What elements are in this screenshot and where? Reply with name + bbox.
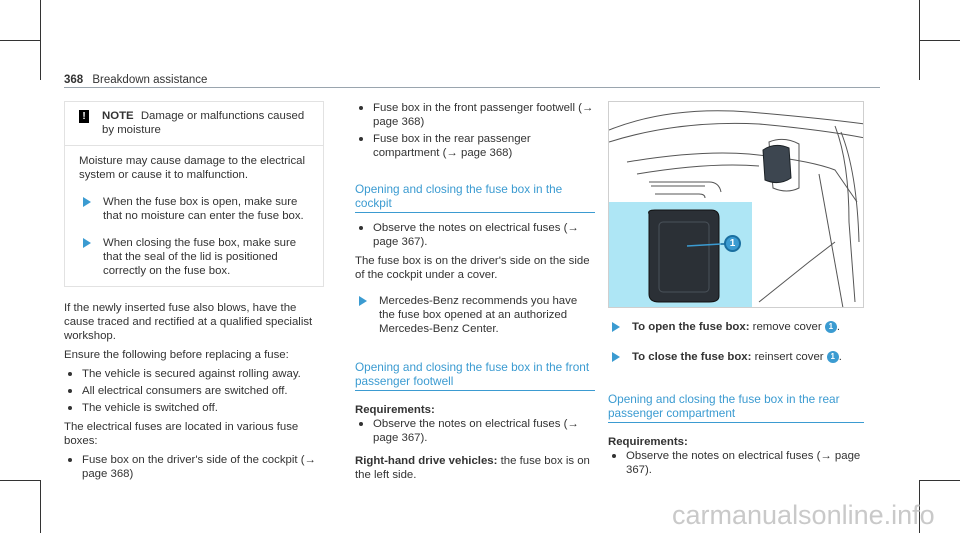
note-box xyxy=(64,101,324,287)
note-body xyxy=(65,145,323,286)
list-item-text: The vehicle is switched off. xyxy=(82,402,218,414)
crop-mark xyxy=(40,480,41,533)
list-item xyxy=(64,367,324,381)
section-heading-cockpit: Opening and closing the fuse box in the cockpit xyxy=(355,182,595,213)
fuse-box-illustration xyxy=(608,101,864,308)
page-link-text[interactable]: Fuse box in the rear passenger compartment (→ page 368) xyxy=(373,133,531,159)
watermark: carmanualsonline.info xyxy=(672,500,935,530)
section-heading-rear: Opening and closing the fuse box in the rear passenger compartment xyxy=(608,392,864,423)
list-item xyxy=(355,221,595,249)
instruction-step-close: To close the fuse box: reinsert cover 1 . xyxy=(608,350,864,364)
page-header xyxy=(64,73,207,87)
cockpit-illustration xyxy=(609,102,864,308)
list-item-text: All electrical consumers are switched off. xyxy=(82,385,288,397)
crop-mark xyxy=(0,480,40,481)
crop-mark xyxy=(0,40,40,41)
list-item xyxy=(608,449,864,477)
note-step xyxy=(79,236,315,278)
list-item xyxy=(355,417,595,445)
paragraph: The electrical fuses are located in various fuse boxes: xyxy=(64,421,299,447)
close-text: reinsert cover xyxy=(754,351,824,363)
page-link-text[interactable]: Fuse box on the driver's side of the cockpit (→ page 368) xyxy=(82,454,316,480)
crop-mark xyxy=(40,0,41,80)
requirements-label: Requirements: xyxy=(355,404,435,416)
column-middle xyxy=(355,101,595,482)
bullet-icon xyxy=(68,406,72,410)
page-link-text[interactable]: Observe the notes on electrical fuses (→ page 367). xyxy=(373,418,579,444)
crop-mark xyxy=(920,40,960,41)
section-heading-footwell: Opening and closing the fuse box in the front passenger footwell xyxy=(355,360,595,391)
step-arrow-icon xyxy=(83,238,91,248)
bullet-icon xyxy=(359,422,363,426)
rhd-label: Right-hand drive vehicles: xyxy=(355,455,498,467)
requirements-label: Requirements: xyxy=(608,436,688,448)
callout-1-icon: 1 xyxy=(825,321,837,333)
rhd-text: the fuse box is on the left side. xyxy=(355,455,590,481)
note-step-text: When closing the fuse box, make sure that the seal of the lid is positioned correctly on the fuse box. xyxy=(103,237,297,277)
note-heading: Damage or malfunctions caused by moisture xyxy=(102,110,305,136)
bullet-icon xyxy=(612,454,616,458)
crop-mark xyxy=(919,0,920,80)
open-label: To open the fuse box: xyxy=(632,321,750,333)
step-text: Mercedes-Benz recommends you have the fuse box opened at an authorized Mercedes-Benz Center. xyxy=(379,295,578,335)
bullet-icon xyxy=(359,137,363,141)
list-item xyxy=(64,401,324,415)
note-header xyxy=(65,102,323,145)
page-number: 368 xyxy=(64,74,84,86)
crop-mark xyxy=(920,480,960,481)
close-label: To close the fuse box: xyxy=(632,351,752,363)
list-item xyxy=(64,453,324,481)
list-item xyxy=(355,101,595,129)
instruction-step xyxy=(355,294,595,336)
step-arrow-icon xyxy=(612,352,620,362)
page-link-text[interactable]: Observe the notes on electrical fuses (→ page 367). xyxy=(373,222,579,248)
open-text: remove cover xyxy=(752,321,822,333)
bullet-icon xyxy=(359,226,363,230)
note-step-text: When the fuse box is open, make sure that no moisture can enter the fuse box. xyxy=(103,196,304,222)
bullet-icon xyxy=(68,372,72,376)
step-arrow-icon xyxy=(83,197,91,207)
header-rule xyxy=(64,87,880,88)
callout-1-icon: 1 xyxy=(827,351,839,363)
list-item xyxy=(64,384,324,398)
paragraph: The fuse box is on the driver's side on the side of the cockpit under a cover. xyxy=(355,255,590,281)
column-left xyxy=(64,101,324,484)
callout-1-icon: 1 xyxy=(724,235,741,252)
column-right xyxy=(608,101,864,480)
section-title: Breakdown assistance xyxy=(92,74,208,86)
step-arrow-icon xyxy=(359,296,367,306)
list-item-text: The vehicle is secured against rolling away. xyxy=(82,368,301,380)
step-arrow-icon xyxy=(612,322,620,332)
note-title: NOTE xyxy=(102,110,134,122)
instruction-step-open: To open the fuse box: remove cover 1 . xyxy=(608,320,864,334)
page-link-text[interactable]: Fuse box in the front passenger footwell (→ page 368) xyxy=(373,102,594,128)
list-item xyxy=(355,132,595,160)
bullet-icon xyxy=(68,389,72,393)
bullet-icon xyxy=(68,458,72,462)
note-step xyxy=(79,195,315,223)
paragraph: Ensure the following before replacing a fuse: xyxy=(64,349,289,361)
rhd-note xyxy=(355,454,595,482)
warning-icon: ! xyxy=(79,110,89,123)
paragraph: If the newly inserted fuse also blows, have the cause traced and rectified at a qualified specialist workshop. xyxy=(64,302,313,342)
note-text: Moisture may cause damage to the electrical system or cause it to malfunction. xyxy=(79,155,306,181)
bullet-icon xyxy=(359,106,363,110)
page-link-text[interactable]: Observe the notes on electrical fuses (→ page 367). xyxy=(626,450,861,476)
